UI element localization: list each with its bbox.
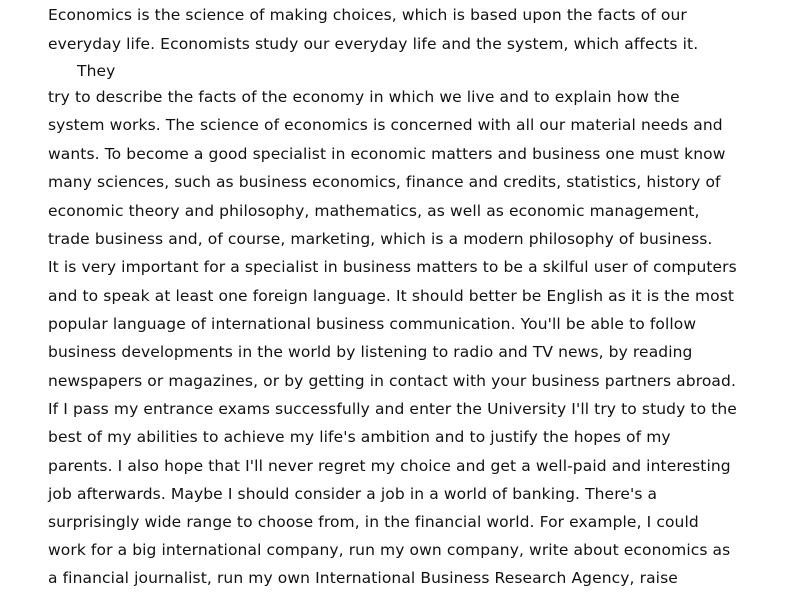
text-line: many sciences, such as business economics, finance and credits, statistics, history of bbox=[48, 173, 721, 191]
text-line: work for a big international company, run my own company, write about economics as bbox=[48, 541, 731, 559]
text-line: They bbox=[77, 62, 116, 80]
text-line: best of my abilities to achieve my life's ambition and to justify the hopes of my bbox=[48, 428, 671, 446]
text-line: trade business and, of course, marketing, which is a modern philosophy of business. bbox=[48, 230, 713, 248]
text-line: wants. To become a good specialist in economic matters and business one must know bbox=[48, 145, 726, 163]
text-line: newspapers or magazines, or by getting in contact with your business partners abroad. bbox=[48, 372, 736, 390]
text-line: system works. The science of economics is concerned with all our material needs and bbox=[48, 116, 723, 134]
text-line: If I pass my entrance exams successfully and enter the University I'll try to study to the bbox=[48, 400, 737, 418]
text-line: everyday life. Economists study our everyday life and the system, which affects it. bbox=[48, 35, 699, 53]
text-line: parents. I also hope that I'll never regret my choice and get a well-paid and interesting bbox=[48, 457, 731, 475]
text-line: economic theory and philosophy, mathematics, as well as economic management, bbox=[48, 202, 700, 220]
text-line: job afterwards. Maybe I should consider a job in a world of banking. There's a bbox=[48, 485, 658, 503]
text-line: and to speak at least one foreign language. It should better be English as it is the most bbox=[48, 287, 735, 305]
text-line: surprisingly wide range to choose from, in the financial world. For example, I could bbox=[48, 513, 699, 531]
text-line: It is very important for a specialist in business matters to be a skilful user of computers bbox=[48, 258, 737, 276]
text-line: business developments in the world by listening to radio and TV news, by reading bbox=[48, 343, 693, 361]
text-line: Economics is the science of making choices, which is based upon the facts of our bbox=[48, 6, 687, 24]
text-line: popular language of international business communication. You'll be able to follow bbox=[48, 315, 697, 333]
text-line: try to describe the facts of the economy in which we live and to explain how the bbox=[48, 88, 680, 106]
text-line: a financial journalist, run my own International Business Research Agency, raise bbox=[48, 569, 678, 587]
